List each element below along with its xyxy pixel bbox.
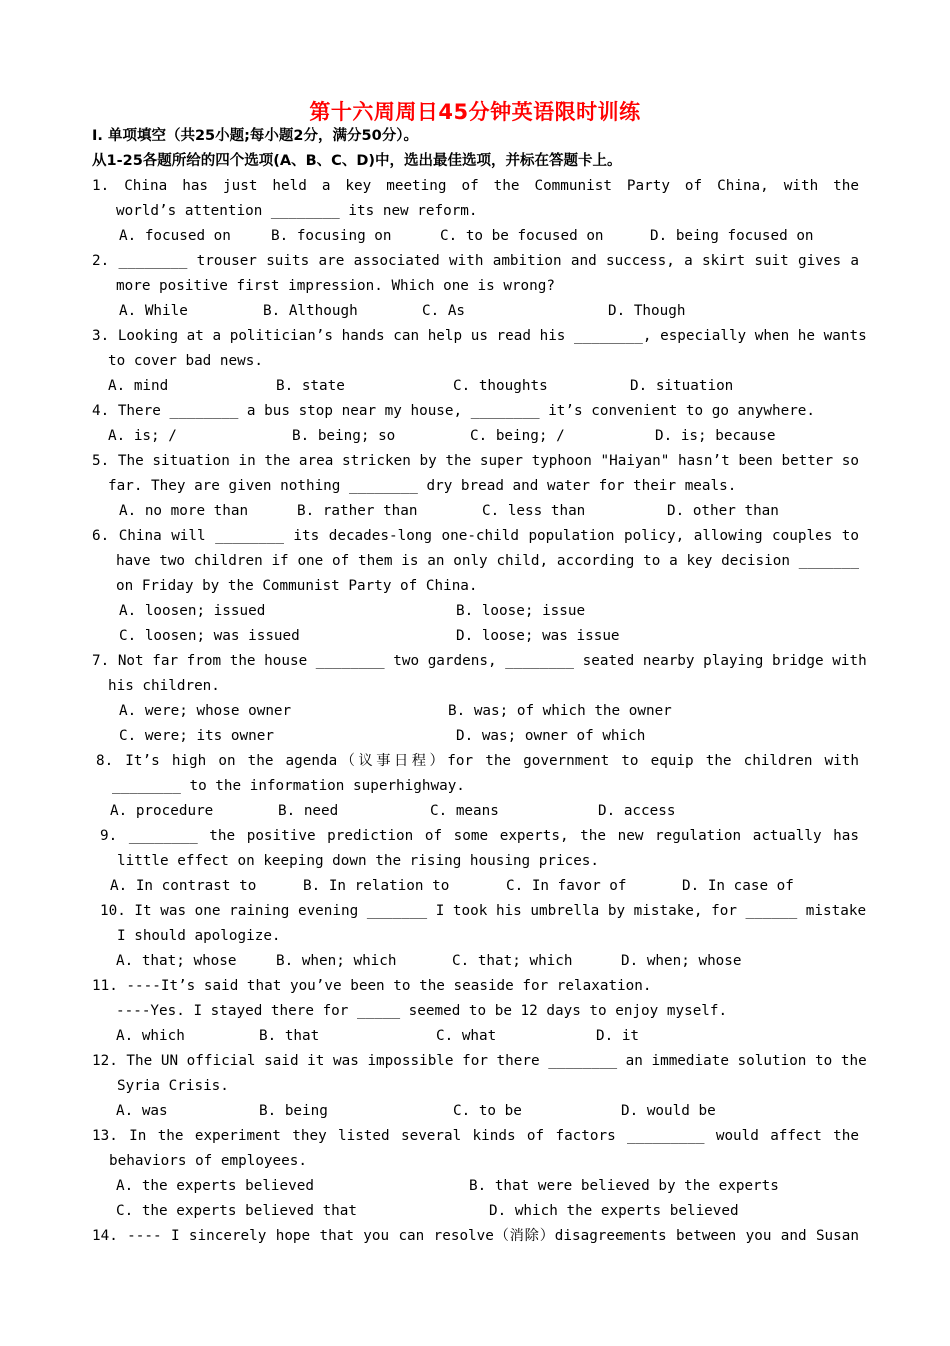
q7-option-c: C. were; its owner [119,728,274,744]
q3-option-d: D. situation [630,378,734,394]
question-10-line-1: 10. It was one raining evening _______ I took his umbrella by mistake, for ______ mistake [100,903,867,919]
q13-option-b: B. that were believed by the experts [469,1178,779,1194]
instructions: 从1-25各题所给的四个选项(A、B、C、D)中，选出最佳选项，并标在答题卡上。 [92,153,622,169]
question-4-line-1: 4. There ________ a bus stop near my house, ________ it’s convenient to go anywhere. [92,403,816,419]
q5-option-b: B. rather than [297,503,418,519]
question-11-line-2: ----Yes. I stayed there for _____ seemed to be 12 days to enjoy myself. [116,1003,728,1019]
q11-option-a: A. which [116,1028,185,1044]
q1-option-c: C. to be focused on [440,228,604,244]
question-8-line-1: 8. It’s high on the agenda（议事日程）for the government to equip the children with [96,753,859,769]
question-13-line-1: 13. In the experiment they listed several kinds of factors _________ would affect the [92,1128,859,1144]
question-6-line-1: 6. China will ________ its decades-long one-child population policy, allowing couples to [92,528,859,544]
question-10-line-2: I should apologize. [117,928,281,944]
q2-option-d: D. Though [608,303,686,319]
question-11-line-1: 11. ----It’s said that you’ve been to the seaside for relaxation. [92,978,652,994]
page-title: 第十六周周日45分钟英语限时训练 [309,100,641,124]
question-2-line-2: more positive first impression. Which one is wrong? [116,278,555,294]
q2-option-b: B. Although [263,303,358,319]
q10-option-b: B. when; which [276,953,397,969]
question-7-line-2: his children. [108,678,220,694]
question-6-line-2: have two children if one of them is an only child, according to a key decision _______ [116,553,859,569]
q6-option-c: C. loosen; was issued [119,628,300,644]
q13-option-c: C. the experts believed that [116,1203,358,1219]
question-14-line-1: 14. ---- I sincerely hope that you can resolve（消除）disagreements between you and Susan [92,1228,859,1244]
q5-option-c: C. less than [482,503,586,519]
question-5-line-2: far. They are given nothing ________ dry bread and water for their meals. [108,478,737,494]
q8-option-a: A. procedure [110,803,214,819]
q1-option-d: D. being focused on [650,228,814,244]
question-12-line-1: 12. The UN official said it was impossible for there ________ an immediate solution to the [92,1053,867,1069]
q11-option-c: C. what [436,1028,497,1044]
question-3-line-1: 3. Looking at a politician’s hands can help us read his ________, especially when he wants [92,328,867,344]
q8-option-b: B. need [278,803,339,819]
q8-option-d: D. access [598,803,676,819]
question-2-line-1: 2. ________ trouser suits are associated with ambition and success, a skirt suit gives a [92,253,859,269]
q6-option-b: B. loose; issue [456,603,586,619]
question-9-line-1: 9. ________ the positive prediction of some experts, the new regulation actually has [100,828,859,844]
q9-option-a: A. In contrast to [110,878,257,894]
q10-option-a: A. that; whose [116,953,237,969]
section-heading: I. 单项填空（共25小题;每小题2分，满分50分）。 [92,128,418,144]
q12-option-d: D. would be [621,1103,716,1119]
question-1-line-2: world’s attention ________ its new reform. [116,203,478,219]
q4-option-b: B. being; so [292,428,396,444]
q12-option-a: A. was [116,1103,168,1119]
q12-option-c: C. to be [453,1103,522,1119]
question-1-line-1: 1. China has just held a key meeting of the Communist Party of China, with the [92,178,859,194]
question-7-line-1: 7. Not far from the house ________ two gardens, ________ seated nearby playing bridge with [92,653,867,669]
q5-option-a: A. no more than [119,503,249,519]
q2-option-c: C. As [422,303,466,319]
q3-option-c: C. thoughts [453,378,548,394]
q4-option-c: C. being; / [470,428,565,444]
q10-option-c: C. that; which [452,953,573,969]
question-13-line-2: behaviors of employees. [109,1153,307,1169]
q2-option-a: A. While [119,303,188,319]
q4-option-d: D. is; because [655,428,776,444]
q9-option-c: C. In favor of [506,878,627,894]
q1-option-a: A. focused on [119,228,231,244]
question-8-line-2: ________ to the information superhighway. [112,778,465,794]
q6-option-d: D. loose; was issue [456,628,620,644]
q7-option-b: B. was; of which the owner [448,703,672,719]
q7-option-a: A. were; whose owner [119,703,292,719]
q3-option-a: A. mind [108,378,169,394]
q10-option-d: D. when; whose [621,953,742,969]
question-12-line-2: Syria Crisis. [117,1078,229,1094]
q7-option-d: D. was; owner of which [456,728,646,744]
q6-option-a: A. loosen; issued [119,603,266,619]
q5-option-d: D. other than [667,503,779,519]
q11-option-b: B. that [259,1028,320,1044]
question-3-line-2: to cover bad news. [108,353,263,369]
question-5-line-1: 5. The situation in the area stricken by the super typhoon "Haiyan" hasn’t been better so [92,453,859,469]
q9-option-d: D. In case of [682,878,794,894]
q9-option-b: B. In relation to [303,878,450,894]
q13-option-d: D. which the experts believed [489,1203,739,1219]
q13-option-a: A. the experts believed [116,1178,314,1194]
q11-option-d: D. it [596,1028,640,1044]
q12-option-b: B. being [259,1103,328,1119]
q4-option-a: A. is; / [108,428,177,444]
question-6-line-3: on Friday by the Communist Party of China. [116,578,478,594]
question-9-line-2: little effect on keeping down the rising housing prices. [117,853,600,869]
q1-option-b: B. focusing on [271,228,392,244]
q8-option-c: C. means [430,803,499,819]
q3-option-b: B. state [276,378,345,394]
